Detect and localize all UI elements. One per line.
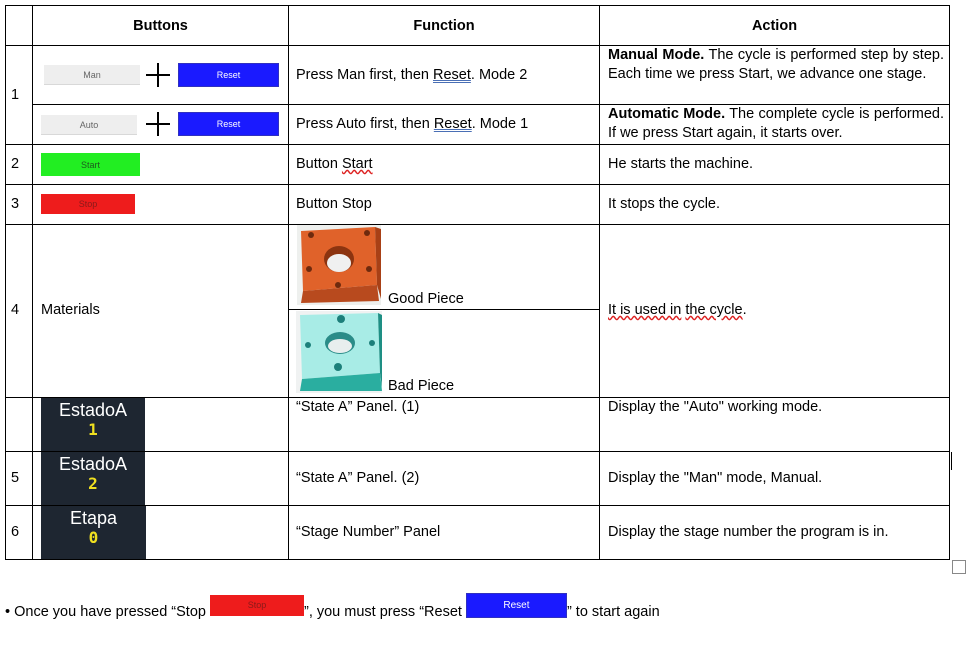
- reset-button[interactable]: Reset: [178, 112, 279, 136]
- state-a-function-2: “State A” Panel. (2): [296, 470, 420, 486]
- stop-action-text: It stops the cycle.: [608, 196, 721, 212]
- row-number: 5: [11, 470, 20, 486]
- stage-function-text: “Stage Number” Panel: [296, 524, 441, 540]
- manual-mode-description: Manual Mode. The cycle is performed step by step. Each time we press Start, we advance one stage.: [608, 47, 944, 82]
- note-text-1: Once you have pressed “Stop: [10, 604, 210, 620]
- bad-piece-image: [296, 311, 382, 393]
- start-button[interactable]: Start: [41, 153, 140, 176]
- materials-action-text: It is used in the cycle.: [608, 302, 747, 318]
- row-number: 4: [11, 302, 20, 318]
- header-function: Function: [413, 17, 475, 34]
- note-text-3: ” to start again: [566, 604, 660, 620]
- automatic-mode-description: Automatic Mode. The complete cycle is performed. If we press Start again, it starts over.: [608, 106, 944, 141]
- row-number: 6: [11, 524, 20, 540]
- row-number: 1: [11, 87, 20, 103]
- plus-icon: [146, 112, 170, 136]
- stop-button[interactable]: Stop: [210, 595, 304, 616]
- man-function-text: Press Man first, then Reset. Mode 2: [296, 67, 528, 83]
- materials-label: Materials: [41, 302, 100, 318]
- good-piece-image: [297, 225, 381, 305]
- start-function-text: Button Start: [296, 156, 373, 172]
- state-a-panel-2: [41, 452, 145, 505]
- panel-value: 2: [88, 474, 98, 493]
- state-a-panel-1: [41, 398, 145, 451]
- bad-piece-label: Bad Piece: [388, 378, 455, 394]
- note-line: [5, 600, 660, 622]
- stop-function-text: Button Stop: [296, 196, 372, 212]
- start-action-text: He starts the machine.: [608, 156, 754, 172]
- panel-title: EstadoA: [58, 400, 128, 420]
- header-action: Action: [751, 17, 798, 34]
- stage-number-panel: [41, 506, 146, 559]
- state-a-function-1: “State A” Panel. (1): [296, 399, 420, 415]
- auto-button[interactable]: Auto: [41, 115, 137, 135]
- panel-value: 0: [88, 528, 99, 547]
- state-a-action-1: Display the "Auto" working mode.: [608, 399, 823, 415]
- panel-value: 1: [88, 420, 98, 439]
- panel-title: EstadoA: [58, 454, 128, 474]
- header-buttons: Buttons: [133, 17, 188, 34]
- man-button[interactable]: Man: [44, 65, 140, 85]
- reset-button[interactable]: Reset: [466, 593, 567, 618]
- note-text-2: ”, you must press “Reset: [303, 604, 466, 620]
- table-resize-handle[interactable]: [952, 560, 966, 574]
- state-a-action-2: Display the "Man" mode, Manual.: [608, 470, 823, 486]
- panel-title: Etapa: [69, 508, 118, 528]
- plus-icon: [146, 63, 170, 87]
- bullet: •: [5, 604, 11, 620]
- good-piece-label: Good Piece: [388, 291, 464, 307]
- row-number: 3: [11, 196, 20, 212]
- stage-action-text: Display the stage number the program is in.: [608, 524, 889, 540]
- stop-button[interactable]: Stop: [41, 194, 135, 214]
- reset-button[interactable]: Reset: [178, 63, 279, 87]
- row-number: 2: [11, 156, 20, 172]
- auto-function-text: Press Auto first, then Reset. Mode 1: [296, 116, 529, 132]
